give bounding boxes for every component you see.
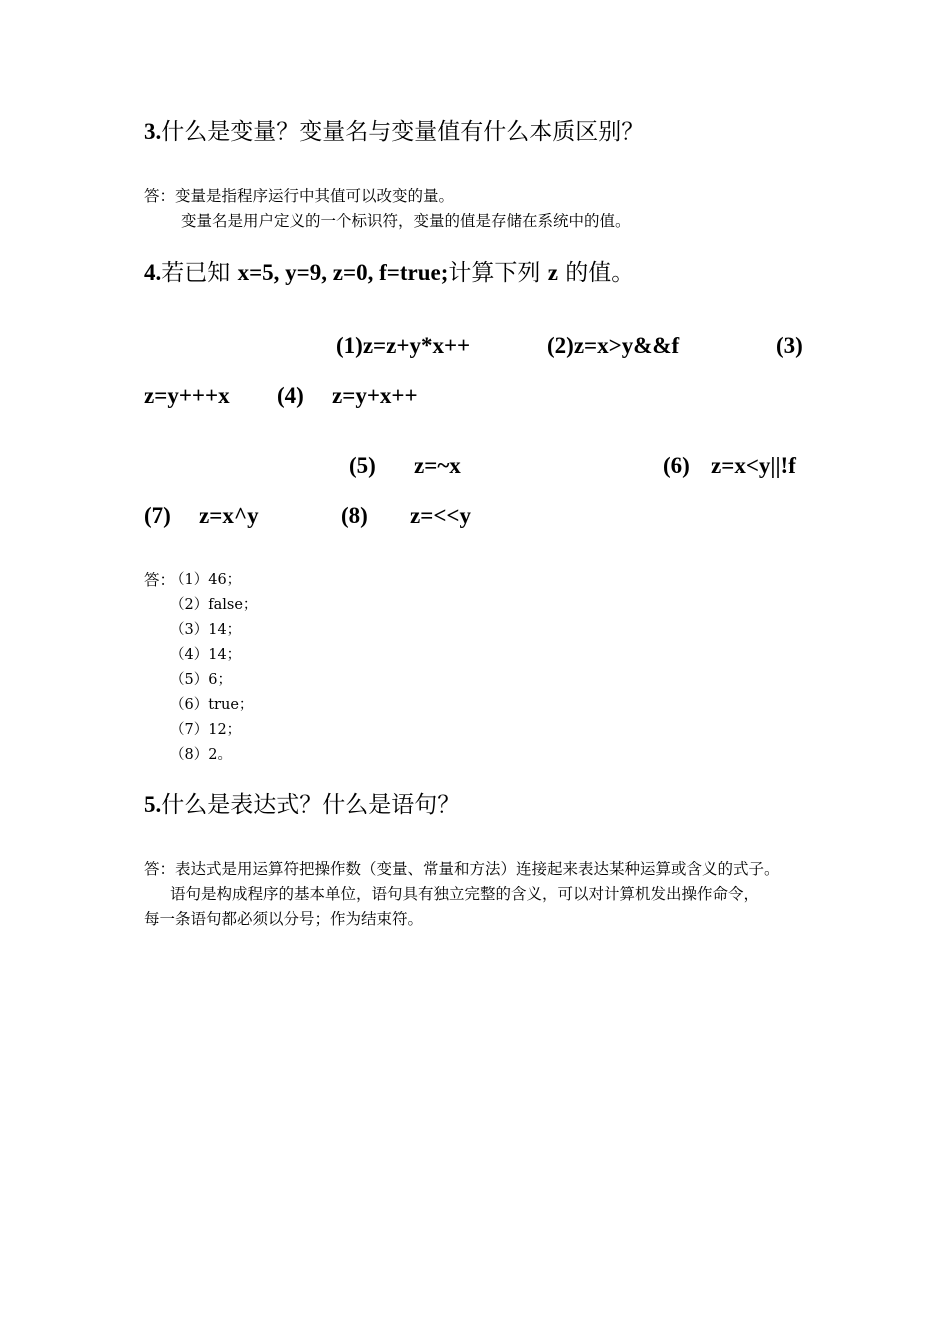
question-5-answer-line-1: 答：表达式是用运算符把操作数（变量、常量和方法）连接起来表达某种运算或含义的式子。 — [144, 860, 780, 878]
question-3-text: 什么是变量？变量名与变量值有什么本质区别？ — [161, 119, 645, 145]
expression-4: z=y+x++ — [332, 383, 418, 408]
expression-6-label: (6) — [663, 453, 690, 478]
question-4-given-values: x=5, y=9, z=0, f=true; — [237, 260, 449, 285]
expression-4-label: (4) — [277, 383, 304, 408]
expression-7: z=x^y — [199, 503, 259, 528]
question-5-text: 什么是表达式？什么是语句？ — [161, 792, 461, 818]
answer-item-6: （6）true； — [170, 697, 254, 713]
answer-item-1: （1）46； — [170, 572, 242, 588]
question-3-answer-line-1: 答：变量是指程序运行中其值可以改变的量。 — [144, 187, 455, 205]
question-5-number: 5. — [144, 792, 162, 817]
expression-6: z=x<y||!f — [711, 453, 796, 478]
expression-8: z=<<y — [410, 503, 472, 528]
expression-2: (2)z=x>y&&f — [547, 333, 680, 358]
question-3-title — [144, 118, 644, 146]
expression-3: z=y+++x — [144, 383, 230, 408]
expression-5: z=~x — [414, 453, 461, 478]
answer-prefix: 答： — [144, 187, 176, 205]
question-5-answer-line-3: 每一条语句都必须以分号；作为结束符。 — [144, 910, 424, 928]
question-5-answer-line-2: 语句是构成程序的基本单位，语句具有独立完整的含义，可以对计算机发出操作命令， — [170, 885, 760, 903]
question-3-answer-line-2: 变量名是用户定义的一个标识符，变量的值是存储在系统中的值。 — [181, 212, 631, 230]
answer-item-3: （3）14； — [170, 622, 242, 638]
question-4-number: 4. — [144, 260, 162, 285]
expression-1: (1)z=z+y*x++ — [336, 333, 471, 358]
answer-item-2: （2）false； — [170, 597, 258, 613]
question-3-number: 3. — [144, 119, 162, 144]
expression-5-label: (5) — [349, 453, 376, 478]
answer-item-4: （4）14； — [170, 647, 242, 663]
expression-8-label: (8) — [341, 503, 368, 528]
answer-item-8: （8）2。 — [170, 747, 232, 763]
expression-3-label: (3) — [776, 333, 803, 358]
question-4-answer-prefix: 答： — [144, 571, 176, 589]
answer-item-7: （7）12； — [170, 722, 242, 738]
question-5-title — [144, 791, 460, 819]
expression-7-label: (7) — [144, 503, 171, 528]
answer-item-5: （5）6； — [170, 672, 232, 688]
question-4-title: 4.若已知 x=5, y=9, z=0, f=true;计算下列 z 的值。 — [144, 260, 635, 286]
